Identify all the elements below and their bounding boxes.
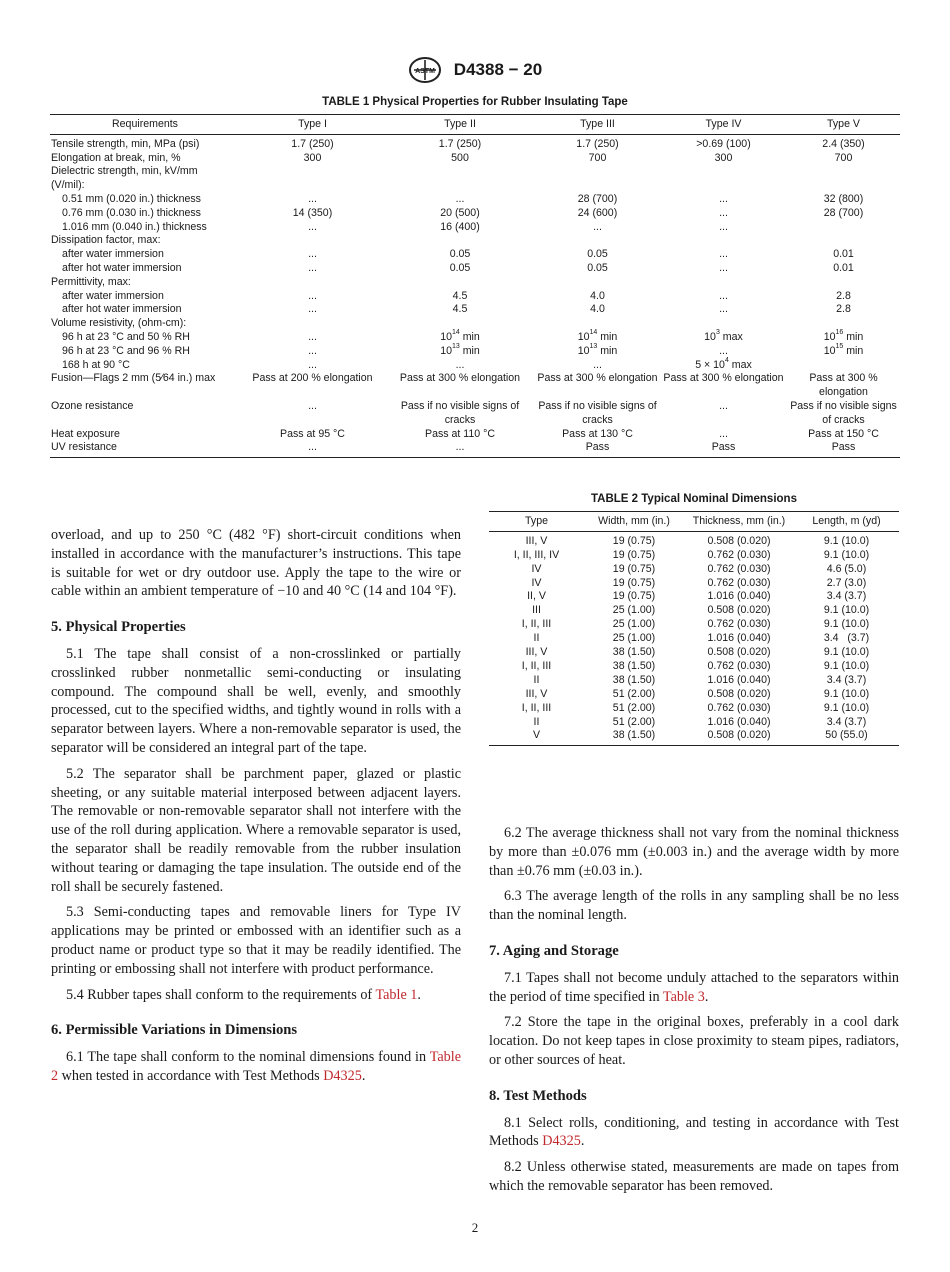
table1-cell: ... xyxy=(719,206,728,219)
table1-row xyxy=(50,234,900,248)
table1-cell xyxy=(787,359,900,373)
table1-cell: ... xyxy=(719,220,728,233)
table1-cell: ... xyxy=(308,261,317,274)
table2-row xyxy=(489,702,899,716)
table1-row xyxy=(50,317,900,331)
table1-row xyxy=(50,276,900,290)
table2 xyxy=(489,511,899,746)
table1-cell xyxy=(240,317,385,331)
table1-cell: ... xyxy=(385,441,535,457)
table1-row-label: after hot water immersion xyxy=(62,261,182,274)
table1-cell: Pass at 130 °C xyxy=(562,427,633,440)
table2-cell: II xyxy=(533,632,540,645)
table1-cell: 300 xyxy=(303,151,322,164)
table1-cell xyxy=(787,234,900,248)
table1-row xyxy=(50,428,900,442)
table1-cell: Pass at 300 % elongation xyxy=(537,372,658,385)
table2-cell: 3.4 (3.7) xyxy=(826,673,867,686)
table2-row xyxy=(489,729,899,745)
table1-cell: Pass xyxy=(660,441,787,457)
table1-cell: ... xyxy=(308,303,317,316)
d4325-link[interactable]: D4325 xyxy=(323,1067,362,1084)
table2-cell: 3.4 (3.7) xyxy=(823,632,870,645)
table2-cell: II xyxy=(533,673,540,686)
table1-row-label: Dissipation factor, max: xyxy=(51,234,161,247)
table1-col-header: Type I xyxy=(240,115,385,135)
table1-cell xyxy=(787,221,900,235)
table2-cell: V xyxy=(489,729,584,745)
table1-cell xyxy=(385,234,535,248)
table1-row-label: Fusion—Flags 2 mm (5⁄64 in.) max xyxy=(51,372,216,385)
table2-cell: I, II, III xyxy=(521,701,552,714)
table1-cell: 700 xyxy=(588,151,607,164)
table1-cell: $10^{14}$ min xyxy=(440,328,480,343)
table2-cell: 19 (0.75) xyxy=(612,562,656,575)
table2-cell: 0.762 (0.030) xyxy=(707,618,771,631)
table1-row-label: Dielectric strength, min, kV/mm xyxy=(51,165,198,178)
table1-row-label: after water immersion xyxy=(62,248,164,261)
table1-row xyxy=(50,165,900,179)
table2-cell: 0.508 (0.020) xyxy=(684,729,794,745)
p6-1-mid: when tested in accordance with Test Methods xyxy=(58,1067,324,1084)
table1-caption: TABLE 1 Physical Properties for Rubber Insulating Tape xyxy=(322,96,628,108)
table1-cell: 28 (700) xyxy=(823,206,864,219)
paragraph-8-1 xyxy=(489,1114,899,1152)
table1-cell: Pass if no visible signs of cracks xyxy=(538,399,657,426)
table1-col-header: Type IV xyxy=(660,115,787,135)
table2-cell: 0.762 (0.030) xyxy=(707,548,771,561)
table2-cell: 2.7 (3.0) xyxy=(826,576,867,589)
table1-cell: ... xyxy=(719,192,728,205)
table2-cell: 25 (1.00) xyxy=(612,618,656,631)
table2-cell: 38 (1.50) xyxy=(612,659,656,672)
table1-cell: ... xyxy=(308,344,317,357)
paragraph-7-1 xyxy=(489,969,899,1007)
paragraph-6-1 xyxy=(51,1048,461,1086)
table1-cell: ... xyxy=(719,344,728,357)
table1-row-label: 96 h at 23 °C and 50 % RH xyxy=(62,330,190,343)
table1-cell xyxy=(660,276,787,290)
table2-row xyxy=(489,563,899,577)
table1-cell xyxy=(535,179,660,193)
p7-1-text: 7.1 Tapes shall not become unduly attached to the separators within the period of time specified in xyxy=(489,969,899,1005)
table1-cell: 24 (600) xyxy=(577,206,618,219)
table2-cell: 9.1 (10.0) xyxy=(823,646,870,659)
table2-row xyxy=(489,660,899,674)
table1-row-label: Volume resistivity, (ohm-cm): xyxy=(51,317,187,330)
table1-cell: 300 xyxy=(714,151,733,164)
table1-cell: $10^{15}$ min xyxy=(823,342,864,357)
page-number: 2 xyxy=(471,1220,479,1235)
table1-cell: Pass at 300 % elongation xyxy=(809,372,878,399)
paragraph-7-2: 7.2 Store the tape in the original boxes, preferably in a cool dark location. Do not keep tapes in close proximity to steam pipes, radiators, or other sources of heat. xyxy=(489,1014,899,1068)
table1-row xyxy=(50,152,900,166)
table1-row xyxy=(50,290,900,304)
table1-row xyxy=(50,372,900,400)
table1-cell: ... xyxy=(240,441,385,457)
table1-cell: 2.4 (350) xyxy=(822,137,865,150)
table2-row xyxy=(489,531,899,548)
table1-cell: ... xyxy=(719,248,728,261)
table1-cell: 14 (350) xyxy=(292,206,333,219)
paragraph-6-2: 6.2 The average thickness shall not vary from the nominal thickness by more than ±0.076 mm (±0.003 in.) and the average width by more than ±0.76 mm (±0.03 in.). xyxy=(489,825,899,879)
table1-cell: 4.5 xyxy=(452,303,468,316)
table1-cell: ... xyxy=(593,220,602,233)
table1-cell: Pass at 300 % elongation xyxy=(663,372,784,385)
table1-cell: ... xyxy=(308,289,317,302)
table2-row xyxy=(489,604,899,618)
table2-cell: I, II, III, IV xyxy=(513,548,560,561)
table1-cell: Pass at 300 % elongation xyxy=(399,372,521,385)
table2-cell: 0.762 (0.030) xyxy=(707,701,771,714)
table1-link[interactable]: Table 1 xyxy=(375,986,418,1003)
table2-cell: 1.016 (0.040) xyxy=(707,715,771,728)
table1-cell: 2.8 xyxy=(836,303,851,316)
table1-cell: ... xyxy=(719,399,728,412)
right-column xyxy=(489,824,899,1203)
table1-row xyxy=(50,134,900,151)
table1-row-label: 0.51 mm (0.020 in.) thickness xyxy=(62,192,201,205)
table2-col-header: Thickness, mm (in.) xyxy=(684,512,794,532)
table1-cell xyxy=(385,317,535,331)
table1-cell: Pass if no visible signs of cracks xyxy=(400,399,520,426)
table1-cell: 1.7 (250) xyxy=(438,137,482,150)
table2-cell: 19 (0.75) xyxy=(612,576,656,589)
table1-cell xyxy=(535,234,660,248)
table2-cell: II, V xyxy=(527,590,546,603)
table1-cell: ... xyxy=(719,289,728,302)
table2-cell: 1.016 (0.040) xyxy=(707,673,771,686)
table1-cell: ... xyxy=(593,358,602,371)
table1-row-label: Permittivity, max: xyxy=(51,275,131,288)
table1-cell: $10^3$ max xyxy=(704,328,743,343)
table1-cell: Pass at 150 °C xyxy=(808,427,879,440)
table1-cell: $10^{16}$ min xyxy=(823,328,864,343)
table2-col-header: Type xyxy=(489,512,584,532)
table1-row xyxy=(50,207,900,221)
p8-1-end: . xyxy=(580,1133,585,1150)
table2-row xyxy=(489,549,899,563)
table1-row-label: Heat exposure xyxy=(51,427,120,440)
table1-cell: 1.7 (250) xyxy=(291,137,334,150)
paragraph-5-1: 5.1 The tape shall consist of a non-crosslinked or partially crosslinked rubber nonmetallic semi-conducting or insulating compound. The compound shall be well, evenly, and smoothly processed, cut to the specified widths, and tightly wound in rolls with a separator between layers. Where a non-removable separator is used, the separator will be considered an integral part of the tape. xyxy=(51,645,461,756)
table1-row xyxy=(50,193,900,207)
table1-cell xyxy=(240,234,385,248)
table2-cell: 0.508 (0.020) xyxy=(707,687,771,700)
table1-cell: >0.69 (100) xyxy=(696,137,751,150)
table1-cell: ... xyxy=(308,248,317,261)
table2-cell: II xyxy=(533,715,540,728)
table1-row-label: (V/mil): xyxy=(51,179,85,192)
table2-cell: I, II, III xyxy=(521,659,552,672)
intro-paragraph: overload, and up to 250 °C (482 °F) short-circuit conditions when installed in accordance with the manufacturer’s instructions. This tape is suitable for wet or dry outdoor use. Apply the tape to the wire or cable within an ambient temperature of −10 and 40 °C (14 and 104 °F). xyxy=(51,527,461,600)
table1-cell: $5 \times 10^4$ max xyxy=(695,356,752,371)
p5-4-end: . xyxy=(417,986,421,1003)
paragraph-5-3: 5.3 Semi-conducting tapes and removable liners for Type IV applications may be printed or embossed with an identifier such as a product name or product type so that it may be readily identified. The printing or embossing shall not interfere with product performance. xyxy=(51,904,461,977)
table2-cell: 50 (55.0) xyxy=(794,729,899,745)
table1-cell: Pass at 110 °C xyxy=(425,427,495,440)
table2-cell: 3.4 (3.7) xyxy=(826,715,867,728)
table1-cell: Pass xyxy=(787,441,900,457)
table2-col-header: Width, mm (in.) xyxy=(584,512,684,532)
table1-row-label: UV resistance xyxy=(50,441,240,457)
paragraph-5-4 xyxy=(51,986,461,1005)
table2-cell: 25 (1.00) xyxy=(612,604,656,617)
table1-cell: 16 (400) xyxy=(440,220,480,233)
table2-cell: 19 (0.75) xyxy=(612,548,656,561)
p5-4-text: 5.4 Rubber tapes shall conform to the requirements of xyxy=(66,986,376,1003)
table1-cell: ... xyxy=(719,427,728,440)
table1-cell xyxy=(660,165,787,179)
table2-cell: 0.762 (0.030) xyxy=(707,659,771,672)
logo-text: ASTM xyxy=(414,68,435,75)
table1-cell xyxy=(660,234,787,248)
section-7-heading: 7. Aging and Storage xyxy=(489,942,619,959)
page-header xyxy=(0,56,950,84)
table2-link[interactable]: Table 2 xyxy=(51,1049,461,1084)
table3-link[interactable]: Table 3 xyxy=(662,988,705,1005)
table2-row xyxy=(489,632,899,646)
table1-cell xyxy=(385,276,535,290)
table2-cell: 51 (2.00) xyxy=(612,715,656,728)
table1-cell: Pass at 200 % elongation xyxy=(252,372,373,385)
table2-row xyxy=(489,618,899,632)
section-6-heading: 6. Permissible Variations in Dimensions xyxy=(51,1022,298,1039)
table1-cell xyxy=(787,179,900,193)
table1-cell xyxy=(240,165,385,179)
table1-row-label: 0.76 mm (0.030 in.) thickness xyxy=(62,206,201,219)
table1-cell: Pass xyxy=(535,441,660,457)
table2-row xyxy=(489,674,899,688)
p7-1-end: . xyxy=(704,988,709,1005)
table2-cell: 19 (0.75) xyxy=(612,590,656,603)
table1-cell: ... xyxy=(308,399,317,412)
table1-cell xyxy=(787,317,900,331)
table1-cell: ... xyxy=(308,192,317,205)
table1-cell xyxy=(787,165,900,179)
table1-cell: ... xyxy=(308,220,317,233)
table1-row-label: after hot water immersion xyxy=(62,303,182,316)
table1-row xyxy=(50,303,900,317)
table2-cell: 9.1 (10.0) xyxy=(823,604,870,617)
paragraph-6-3: 6.3 The average length of the rolls in any sampling shall be no less than the nominal length. xyxy=(489,888,899,924)
table1-row-label: Tensile strength, min, MPa (psi) xyxy=(51,137,200,150)
table1-cell: 0.05 xyxy=(449,248,471,261)
table2-cell: 1.016 (0.040) xyxy=(707,632,771,645)
table1-header-row xyxy=(50,115,900,135)
table2-row xyxy=(489,688,899,702)
section-8-heading: 8. Test Methods xyxy=(489,1087,587,1104)
table1-row-label: after water immersion xyxy=(62,289,164,302)
table2-cell: IV xyxy=(531,576,542,589)
table1-cell xyxy=(240,276,385,290)
table1-cell: 2.8 xyxy=(836,289,851,302)
table2-cell: 51 (2.00) xyxy=(612,701,656,714)
table1-row xyxy=(50,359,900,373)
table2-cell: 19 (0.75) xyxy=(612,534,656,547)
table1-cell xyxy=(385,165,535,179)
table2-cell: III, V xyxy=(525,687,548,700)
table1-col-header: Type II xyxy=(385,115,535,135)
paragraph-8-2: 8.2 Unless otherwise stated, measurements are made on tapes from which the removable separator has been removed. xyxy=(489,1159,899,1194)
table2-cell: 38 (1.50) xyxy=(612,646,656,659)
table2-cell: 0.762 (0.030) xyxy=(707,576,771,589)
table2-cell: III xyxy=(532,604,541,617)
table1-col-header: Requirements xyxy=(50,115,240,135)
table1-cell: Pass at 95 °C xyxy=(280,427,345,440)
table1-cell xyxy=(660,317,787,331)
table2-cell: 9.1 (10.0) xyxy=(823,701,870,714)
table2-cell: IV xyxy=(531,562,542,575)
table1-row-label: Elongation at break, min, % xyxy=(51,151,181,164)
table2-cell: 9.1 (10.0) xyxy=(823,548,870,561)
table2-cell: 9.1 (10.0) xyxy=(823,618,870,631)
table1-row-label: Ozone resistance xyxy=(51,399,134,412)
table2-cell: 38 (1.50) xyxy=(584,729,684,745)
table2-cell: 9.1 (10.0) xyxy=(823,659,870,672)
table1-cell: 1.7 (250) xyxy=(576,137,619,150)
table1-cell: 0.05 xyxy=(587,261,608,274)
table1-cell: 4.5 xyxy=(452,289,468,302)
table1-cell: 20 (500) xyxy=(440,206,480,219)
table2-cell: 9.1 (10.0) xyxy=(823,687,870,700)
table1-cell: $10^{13}$ min xyxy=(577,342,618,357)
table1-col-header: Type V xyxy=(787,115,900,135)
table1-cell: 500 xyxy=(451,151,469,164)
paragraph-5-2: 5.2 The separator shall be parchment paper, glazed or plastic sheeting, or any suitable material interposed between adjacent layers. The removable or non-removable separator shall not interfere with the use of the roll during application. Where a removable separator is used, the separator shall be readily removable from the rubber insulation without tearing or damaging the tape insulation. The outside end of the roll shall be securely fastened. xyxy=(51,765,461,895)
section-5-heading: 5. Physical Properties xyxy=(51,619,186,636)
table2-cell: 4.6 (5.0) xyxy=(826,562,867,575)
table1-row xyxy=(50,262,900,276)
p6-1-end: . xyxy=(361,1067,366,1084)
table1-cell: Pass if no visible signs of cracks xyxy=(790,399,897,426)
table1-cell xyxy=(535,276,660,290)
table2-cell: 9.1 (10.0) xyxy=(823,534,870,547)
table2-caption: TABLE 2 Typical Nominal Dimensions xyxy=(591,493,797,505)
table1-row xyxy=(50,441,900,457)
table1-cell: $10^{14}$ min xyxy=(577,328,618,343)
table1-cell: 0.05 xyxy=(449,261,471,274)
table1-cell: ... xyxy=(308,330,317,343)
table1-cell: 28 (700) xyxy=(577,192,618,205)
table1-cell: 32 (800) xyxy=(823,192,864,205)
table1-cell: ... xyxy=(455,358,465,371)
table2-cell: 38 (1.50) xyxy=(612,673,656,686)
table1-cell: 0.01 xyxy=(833,261,854,274)
table2-row xyxy=(489,590,899,604)
table2-row xyxy=(489,716,899,730)
table1-cell xyxy=(240,179,385,193)
table2-row xyxy=(489,646,899,660)
table1-row-label: 96 h at 23 °C and 96 % RH xyxy=(62,344,190,357)
table1-cell xyxy=(787,276,900,290)
table2-cell: III, V xyxy=(525,646,548,659)
table1 xyxy=(50,114,900,458)
table1-cell: 0.05 xyxy=(587,248,608,261)
table1-row-label: 1.016 mm (0.040 in.) thickness xyxy=(62,220,207,233)
table2-cell: III, V xyxy=(525,534,548,547)
table1-cell: ... xyxy=(719,303,728,316)
p6-1-text: 6.1 The tape shall conform to the nominal dimensions found in xyxy=(66,1049,430,1066)
table1-cell: 4.0 xyxy=(590,289,605,302)
table1-row-label: 168 h at 90 °C xyxy=(62,358,130,371)
doc-id: D4388 − 20 xyxy=(453,60,543,79)
table2-col-header: Length, m (yd) xyxy=(794,512,899,532)
table1-cell xyxy=(535,317,660,331)
table2-row xyxy=(489,577,899,591)
table1-row xyxy=(50,400,900,428)
table1-cell: ... xyxy=(719,261,728,274)
table2-cell: 0.508 (0.020) xyxy=(707,646,771,659)
d4325-link-2[interactable]: D4325 xyxy=(542,1133,581,1150)
table1-row xyxy=(50,221,900,235)
table1-cell xyxy=(660,179,787,193)
table1-cell: 700 xyxy=(834,151,853,164)
table1-cell: ... xyxy=(455,192,465,205)
table2-cell: 0.508 (0.020) xyxy=(707,604,771,617)
table2-cell: 25 (1.00) xyxy=(612,632,656,645)
table1-cell xyxy=(535,165,660,179)
table1-row xyxy=(50,179,900,193)
table1-cell: 4.0 xyxy=(590,303,605,316)
table1-row xyxy=(50,345,900,359)
table1-cell: ... xyxy=(308,358,317,371)
table1-row xyxy=(50,331,900,345)
table1-cell xyxy=(385,179,535,193)
table2-cell: 0.762 (0.030) xyxy=(707,562,771,575)
table1-row xyxy=(50,248,900,262)
table2-cell: I, II, III xyxy=(521,618,552,631)
table2-cell: 51 (2.00) xyxy=(612,687,656,700)
table2-cell: 1.016 (0.040) xyxy=(707,590,771,603)
table1-col-header: Type III xyxy=(535,115,660,135)
table2-cell: 0.508 (0.020) xyxy=(707,534,771,547)
left-column xyxy=(51,526,461,1093)
p8-1-text: 8.1 Select rolls, conditioning, and testing in accordance with Test Methods xyxy=(489,1114,899,1150)
astm-logo-icon xyxy=(408,56,442,84)
table1-cell: 0.01 xyxy=(833,248,854,261)
table2-header-row xyxy=(489,512,899,532)
table2-cell: 3.4 (3.7) xyxy=(826,590,867,603)
table1-cell: $10^{13}$ min xyxy=(440,342,480,357)
